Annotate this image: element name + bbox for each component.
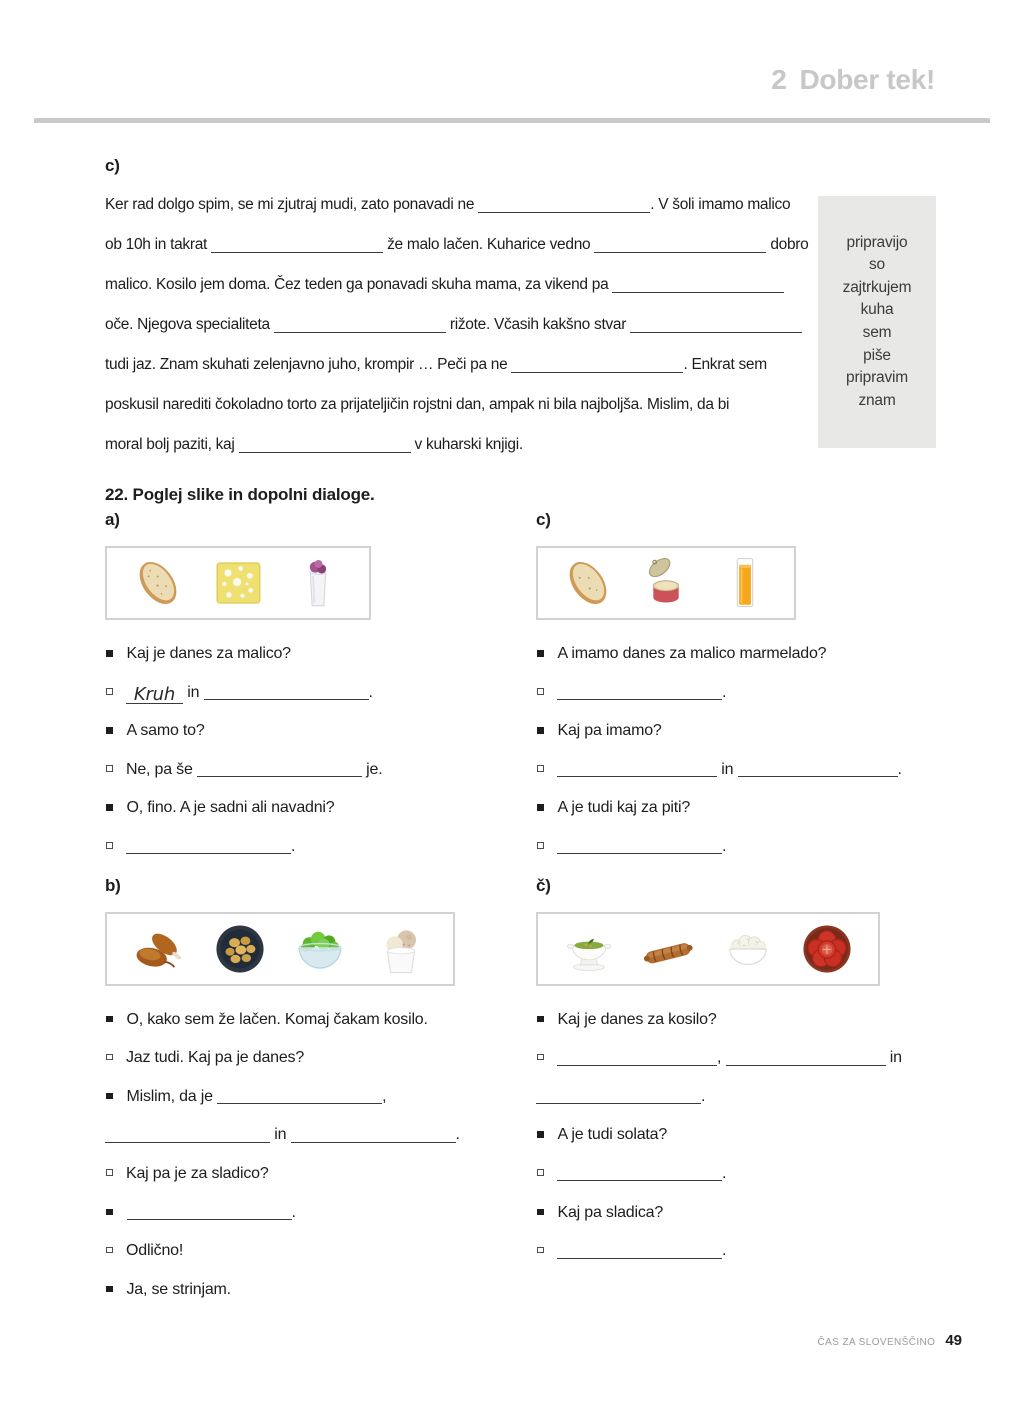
dialogue-line bbox=[536, 1125, 941, 1164]
dialogue-line bbox=[105, 837, 536, 876]
dialogue-c bbox=[536, 644, 941, 876]
answer-blank bbox=[630, 319, 802, 333]
dialogue-line bbox=[105, 1087, 536, 1126]
speaker-two-bullet-icon bbox=[106, 765, 113, 772]
line-text: O, fino. A je sadni ali navadni? bbox=[126, 799, 335, 817]
food-image-strip-ch bbox=[536, 912, 880, 986]
paragraph-line bbox=[105, 225, 815, 265]
answer-blank bbox=[126, 840, 291, 854]
speaker-one-bullet-icon bbox=[106, 650, 113, 657]
answer-blank bbox=[511, 359, 683, 373]
chapter-number: 2 bbox=[771, 64, 787, 95]
answer-blank bbox=[557, 840, 722, 854]
speaker-one-bullet-icon bbox=[537, 1131, 544, 1138]
speaker-two-bullet-icon bbox=[106, 842, 113, 849]
soup-icon bbox=[560, 920, 618, 978]
line-text: oče. Njegova specialiteta rižote. Včasih kakšno stvar bbox=[105, 316, 802, 333]
line-text: Kaj pa je za sladico? bbox=[126, 1164, 269, 1182]
header-divider bbox=[34, 118, 990, 123]
word-bank-item: piše bbox=[863, 346, 891, 364]
speaker-two-bullet-icon bbox=[537, 765, 544, 772]
dialogue-line bbox=[105, 1203, 536, 1242]
line-text: . bbox=[557, 683, 726, 702]
line-text: . bbox=[126, 837, 295, 856]
dialogue-line bbox=[105, 1280, 536, 1319]
dialogue-line bbox=[105, 1125, 536, 1164]
salad-icon bbox=[291, 920, 349, 978]
speaker-one-bullet-icon bbox=[106, 727, 113, 734]
footer-page-number: 49 bbox=[945, 1332, 962, 1349]
line-text: malico. Kosilo jem doma. Čez teden ga ponavadi skuha mama, za vikend pa bbox=[105, 276, 784, 293]
line-text: , in bbox=[557, 1048, 902, 1067]
speaker-one-bullet-icon bbox=[106, 1016, 113, 1023]
speaker-one-bullet-icon bbox=[537, 1209, 544, 1216]
line-text: ob 10h in takrat že malo lačen. Kuharice vedno dobro bbox=[105, 236, 809, 253]
answer-blank bbox=[536, 1090, 701, 1104]
line-text: A je tudi solata? bbox=[557, 1126, 668, 1144]
speaker-two-bullet-icon bbox=[106, 1169, 113, 1176]
speaker-two-bullet-icon bbox=[106, 1054, 113, 1061]
food-image-strip-b bbox=[105, 912, 455, 986]
dialogue-line bbox=[536, 644, 941, 683]
section-c-label: c) bbox=[536, 510, 551, 529]
word-bank-item: pripravim bbox=[846, 369, 908, 387]
paragraph-line bbox=[105, 185, 815, 225]
line-text: A samo to? bbox=[126, 722, 205, 740]
potatoes-icon bbox=[211, 920, 269, 978]
speaker-one-bullet-icon bbox=[537, 727, 544, 734]
line-text: Kruh in . bbox=[126, 683, 373, 705]
speaker-two-bullet-icon bbox=[537, 688, 544, 695]
answer-blank bbox=[197, 763, 362, 777]
line-text: tudi jaz. Znam skuhati zelenjavno juho, krompir … Peči pa ne . Enkrat sem bbox=[105, 356, 767, 373]
answer-blank bbox=[594, 239, 766, 253]
sausage-icon bbox=[639, 920, 697, 978]
speaker-one-bullet-icon bbox=[106, 1286, 113, 1293]
answer-blank bbox=[291, 1129, 456, 1143]
answer-blank bbox=[557, 686, 722, 700]
dialogue-section-ch bbox=[536, 876, 941, 1319]
dialogue-line bbox=[105, 1048, 536, 1087]
line-text: A je tudi kaj za piti? bbox=[557, 799, 691, 817]
line-text: . bbox=[557, 1241, 726, 1260]
line-text: . bbox=[127, 1203, 296, 1222]
dialogue-line bbox=[536, 798, 941, 837]
word-bank-item: pripravijo bbox=[846, 233, 908, 251]
dialogue-line bbox=[536, 721, 941, 760]
tomatoes-icon bbox=[798, 920, 856, 978]
dialogue-line bbox=[536, 1048, 941, 1087]
dialogue-line bbox=[536, 837, 941, 876]
answer-blank bbox=[738, 763, 898, 777]
answer-blank bbox=[274, 319, 446, 333]
answer-blank bbox=[217, 1090, 382, 1104]
line-text: poskusil narediti čokoladno torto za prijateljičin rojstni dan, ampak ni bila najboljša. Mislim, da bi bbox=[105, 396, 730, 413]
section-b-label: b) bbox=[105, 875, 121, 895]
answer-blank bbox=[127, 1206, 292, 1220]
paragraph-line bbox=[105, 305, 815, 345]
dialogue-line bbox=[105, 798, 536, 837]
speaker-two-bullet-icon bbox=[537, 842, 544, 849]
dialogue-grid bbox=[105, 510, 941, 1318]
answer-blank bbox=[478, 199, 650, 213]
dialogue-section-a bbox=[105, 510, 536, 876]
dialogue-a bbox=[105, 644, 536, 876]
line-text: Odlično! bbox=[126, 1242, 184, 1260]
orange-juice-icon bbox=[716, 554, 774, 612]
fill-in-paragraph bbox=[105, 185, 815, 465]
food-image-strip-a bbox=[105, 546, 371, 620]
line-text: in . bbox=[557, 760, 902, 779]
exercise-c-label: c) bbox=[105, 156, 120, 175]
cheese-icon bbox=[209, 554, 267, 612]
speaker-one-bullet-icon bbox=[537, 650, 544, 657]
answer-blank bbox=[557, 1167, 722, 1181]
line-text: Kaj pa sladica? bbox=[557, 1203, 664, 1221]
page-footer bbox=[818, 1332, 962, 1349]
paragraph-line bbox=[105, 425, 815, 465]
pate-can-icon bbox=[637, 554, 695, 612]
dialogue-section-c bbox=[536, 510, 941, 876]
answer-blank bbox=[557, 1245, 722, 1259]
word-bank bbox=[818, 196, 936, 448]
dialogue-ch bbox=[536, 1010, 941, 1280]
line-text: Ne, pa še je. bbox=[126, 760, 383, 778]
word-bank-item: zajtrkujem bbox=[842, 278, 912, 296]
word-bank-item: kuha bbox=[860, 301, 894, 319]
word-bank-item: znam bbox=[858, 391, 896, 409]
ice-cream-icon bbox=[372, 920, 430, 978]
chapter-title-text: Dober tek! bbox=[799, 64, 935, 95]
line-text: A imamo danes za malico marmelado? bbox=[557, 645, 827, 662]
food-image-strip-c bbox=[536, 546, 796, 620]
speaker-two-bullet-icon bbox=[537, 1247, 544, 1254]
dialogue-line bbox=[536, 1087, 941, 1126]
dialogue-line bbox=[105, 760, 536, 799]
word-bank-item: sem bbox=[862, 324, 892, 341]
speaker-one-bullet-icon bbox=[537, 804, 544, 811]
answer-blank bbox=[557, 763, 717, 777]
speaker-two-bullet-icon bbox=[537, 1169, 544, 1176]
yogurt-icon bbox=[289, 554, 347, 612]
chapter-title bbox=[771, 64, 935, 96]
line-text: . bbox=[536, 1087, 705, 1106]
dialogue-line bbox=[105, 721, 536, 760]
line-text: Kaj je danes za kosilo? bbox=[557, 1010, 717, 1028]
dialogue-line bbox=[105, 1241, 536, 1280]
dialogue-b bbox=[105, 1010, 536, 1319]
answer-blank bbox=[239, 439, 411, 453]
speaker-two-bullet-icon bbox=[537, 1054, 544, 1061]
speaker-one-bullet-icon bbox=[106, 1209, 113, 1216]
dialogue-section-b bbox=[105, 876, 536, 1319]
bread-icon bbox=[129, 554, 187, 612]
answer-blank bbox=[557, 1052, 717, 1066]
line-text: Jaz tudi. Kaj pa je danes? bbox=[126, 1049, 305, 1067]
handwritten-answer: Kruh bbox=[126, 686, 183, 704]
exercise-22-title: 22. Poglej slike in dopolni dialoge. bbox=[105, 485, 375, 505]
line-text: . bbox=[557, 1164, 726, 1183]
line-text: Mislim, da je , bbox=[126, 1087, 387, 1105]
word-bank-item: so bbox=[869, 256, 885, 274]
answer-blank bbox=[204, 686, 369, 700]
chicken-icon bbox=[130, 920, 188, 978]
pate-bread-icon bbox=[559, 554, 617, 612]
speaker-one-bullet-icon bbox=[537, 1016, 544, 1023]
dialogue-line bbox=[536, 760, 941, 799]
answer-blank bbox=[211, 239, 383, 253]
line-text: . bbox=[557, 837, 726, 856]
dialogue-line bbox=[536, 1203, 941, 1242]
dialogue-line bbox=[105, 644, 536, 683]
dialogue-line bbox=[536, 1241, 941, 1280]
answer-blank bbox=[726, 1052, 886, 1066]
dialogue-line bbox=[105, 683, 536, 722]
line-text: in . bbox=[105, 1125, 460, 1144]
dialogue-line bbox=[105, 1010, 536, 1049]
dialogue-line bbox=[105, 1164, 536, 1203]
answer-blank bbox=[612, 279, 784, 293]
paragraph-line bbox=[105, 345, 815, 385]
section-ch-label: č) bbox=[536, 875, 551, 895]
line-text: Kaj pa imamo? bbox=[557, 722, 662, 740]
line-text: Kaj je danes za malico? bbox=[126, 645, 291, 662]
speaker-two-bullet-icon bbox=[106, 1247, 113, 1254]
line-text: Ja, se strinjam. bbox=[126, 1280, 231, 1298]
speaker-one-bullet-icon bbox=[106, 1093, 113, 1100]
dialogue-line bbox=[536, 1164, 941, 1203]
line-text: Ker rad dolgo spim, se mi zjutraj mudi, zato ponavadi ne . V šoli imamo malico bbox=[105, 196, 791, 213]
dialogue-line bbox=[536, 1010, 941, 1049]
rice-icon bbox=[719, 920, 777, 978]
footer-brand: ČAS ZA SLOVENŠČINO bbox=[817, 1337, 936, 1348]
paragraph-line bbox=[105, 385, 815, 425]
section-a-label: a) bbox=[105, 510, 120, 529]
line-text: moral bolj paziti, kaj v kuharski knjigi. bbox=[105, 436, 523, 453]
answer-blank bbox=[105, 1129, 270, 1143]
line-text: O, kako sem že lačen. Komaj čakam kosilo. bbox=[126, 1010, 428, 1028]
speaker-one-bullet-icon bbox=[106, 804, 113, 811]
dialogue-line bbox=[536, 683, 941, 722]
paragraph-line bbox=[105, 265, 815, 305]
speaker-two-bullet-icon bbox=[106, 688, 113, 695]
